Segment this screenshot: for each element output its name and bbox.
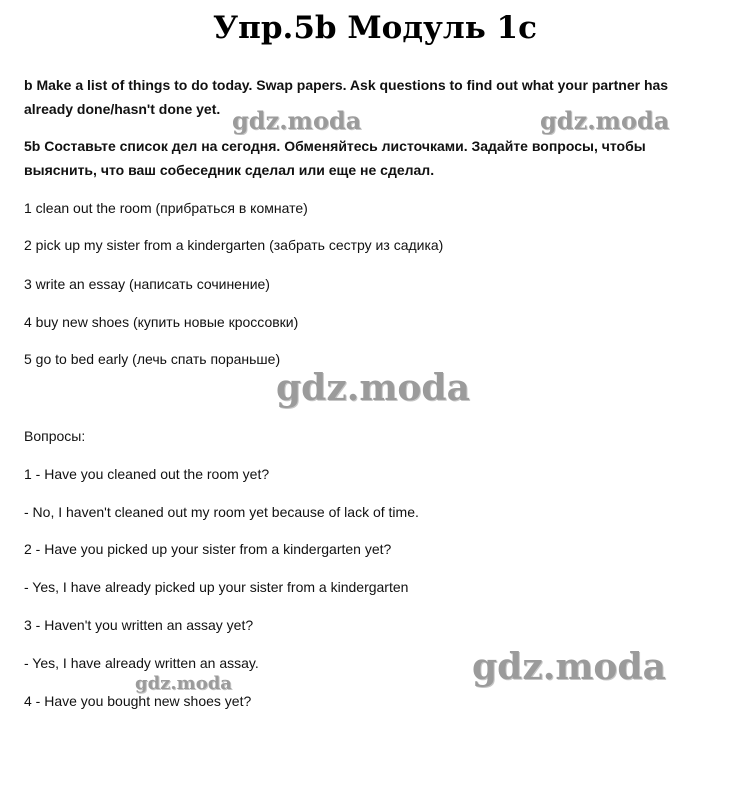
todo-item-3: 3 write an essay (написать сочинение) [24,276,270,292]
watermark-logo: gdz.moda [135,673,232,694]
task-russian-line-2: выяснить, что ваш собеседник сделал или еще не сделал. [24,162,435,178]
watermark-logo: gdz.moda [540,106,670,135]
todo-item-1: 1 clean out the room (прибраться в комнате) [24,200,308,216]
todo-item-5: 5 go to bed early (лечь спать пораньше) [24,351,281,367]
dialogue-line-6: - Yes, I have already written an assay. [24,655,259,671]
page-title: Упр.5b Модуль 1с [213,10,537,46]
dialogue-line-1: 1 - Have you cleaned out the room yet? [24,466,270,482]
task-english-line-2: already done/hasn't done yet. [24,101,221,117]
watermark-logo: gdz.moda [472,646,666,688]
task-russian-line-1: 5b Составьте список дел на сегодня. Обменяйтесь листочками. Задайте вопросы, чтобы [24,138,646,154]
dialogue-line-4: - Yes, I have already picked up your sister from a kindergarten [24,579,409,595]
todo-item-4: 4 buy new shoes (купить новые кроссовки) [24,314,299,330]
watermark-logo: gdz.moda [276,367,470,409]
dialogue-line-3: 2 - Have you picked up your sister from a kindergarten yet? [24,541,392,557]
watermark-logo: gdz.moda [232,106,362,135]
dialogue-line-7: 4 - Have you bought new shoes yet? [24,693,252,709]
task-english-line-1: b Make a list of things to do today. Swap papers. Ask questions to find out what your partner has [24,77,669,93]
dialogue-line-5: 3 - Haven't you written an assay yet? [24,617,254,633]
questions-label: Вопросы: [24,428,86,444]
todo-item-2: 2 pick up my sister from a kindergarten (забрать сестру из садика) [24,237,444,253]
dialogue-line-2: - No, I haven't cleaned out my room yet because of lack of time. [24,504,419,520]
